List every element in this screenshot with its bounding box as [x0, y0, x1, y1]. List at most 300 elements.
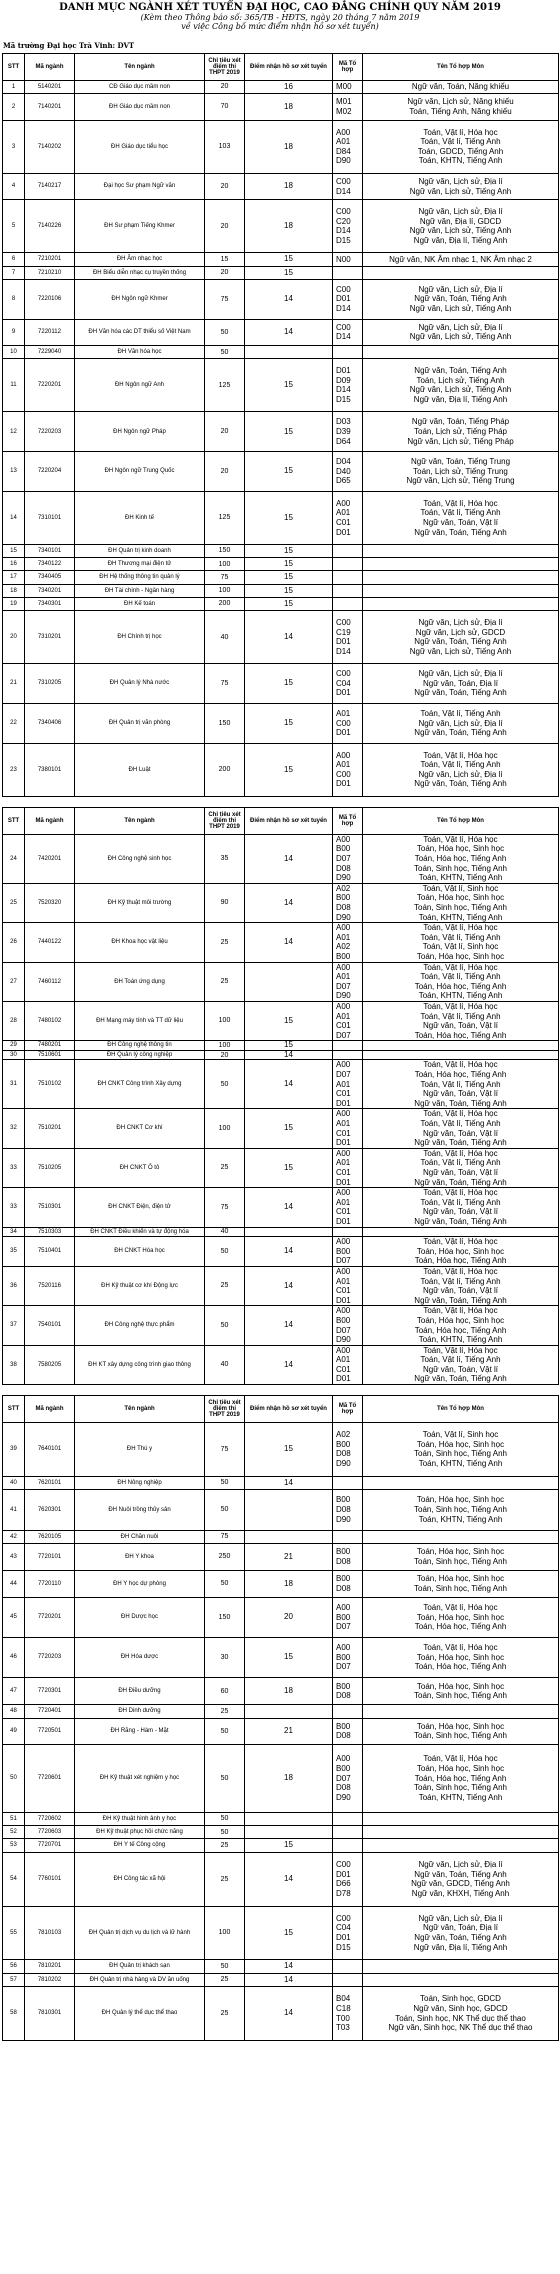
- cell-major-name: ĐH Thú y: [75, 1423, 205, 1477]
- cell-combo-subjects: [363, 1476, 559, 1489]
- combo-subjects: Toán, Sinh học, Tiếng Anh: [414, 1449, 507, 1459]
- combo-code: C00: [336, 769, 351, 779]
- cell-quota: 20: [205, 173, 245, 200]
- column-header-score: Điểm nhận hồ sơ xét tuyển: [245, 807, 333, 834]
- cell-major-code: 7220204: [25, 452, 75, 492]
- cell-stt: 31: [3, 1060, 25, 1109]
- combo-subjects: Toán, KHTN, Tiếng Anh: [418, 1792, 503, 1802]
- table-row: [3, 1266, 559, 1305]
- column-header-code: Mã ngành: [25, 807, 75, 834]
- cell-score: 14: [245, 1237, 333, 1267]
- cell-major-name: ĐH Quản lý Nhà nước: [75, 664, 205, 704]
- cell-quota: 25: [205, 1705, 245, 1718]
- cell-combo-subjects: [363, 266, 559, 279]
- combo-code: A01: [336, 137, 351, 147]
- table-row: [3, 1050, 559, 1060]
- combo-code: B00: [336, 1652, 351, 1662]
- cell-combo-codes: [333, 1839, 363, 1852]
- cell-combo-subjects: [363, 962, 559, 1001]
- cell-stt: 22: [3, 704, 25, 744]
- cell-quota: 100: [205, 1001, 245, 1040]
- column-header-combo-code: Mã Tổ hợp: [333, 1396, 363, 1423]
- combo-subjects: Ngữ văn, Toán, Tiếng Anh: [414, 1216, 507, 1226]
- cell-combo-codes: [333, 571, 363, 584]
- combo-code: A00: [336, 1148, 351, 1158]
- cell-combo-subjects: [363, 1812, 559, 1825]
- combo-code: A00: [336, 1001, 351, 1011]
- combo-subjects: Toán, KHTN, Tiếng Anh: [418, 873, 503, 883]
- combo-subjects: Toán, Vật lí, Tiếng Anh: [420, 932, 501, 942]
- cell-combo-codes: [333, 1987, 363, 2041]
- combo-code: A00: [336, 1602, 351, 1612]
- cell-major-code: 7580205: [25, 1345, 75, 1384]
- table-row: [3, 1345, 559, 1384]
- combo-code: C04: [336, 1923, 351, 1933]
- combo-code: C01: [336, 1021, 351, 1031]
- cell-stt: 13: [3, 452, 25, 492]
- cell-major-code: 7720501: [25, 1718, 75, 1745]
- combo-code: D14: [336, 646, 351, 656]
- combo-code: M02: [336, 107, 352, 116]
- combo-code: C20: [336, 216, 351, 226]
- cell-score: [245, 1490, 333, 1530]
- combo-subjects: Ngữ văn, Toán, Tiếng Anh: [414, 779, 507, 789]
- admission-table: [2, 807, 559, 1385]
- cell-major-code: 7229040: [25, 346, 75, 359]
- combo-subjects: Toán, GDCD, Tiếng Anh: [417, 146, 504, 156]
- column-header-name: Tên ngành: [75, 54, 205, 81]
- cell-combo-subjects: [363, 611, 559, 664]
- cell-combo-codes: [333, 1109, 363, 1148]
- combo-code: B00: [336, 1495, 351, 1505]
- combo-code: C01: [336, 1286, 351, 1296]
- cell-combo-codes: [333, 1266, 363, 1305]
- combo-subjects: Ngữ văn, Lịch sử, Tiếng Anh: [409, 385, 512, 395]
- cell-combo-codes: [333, 1705, 363, 1718]
- cell-score: 14: [245, 1050, 333, 1060]
- cell-major-code: 7340405: [25, 571, 75, 584]
- cell-combo-subjects: [363, 571, 559, 584]
- cell-major-code: 7720603: [25, 1825, 75, 1838]
- cell-major-name: ĐH Khoa học vật liệu: [75, 923, 205, 962]
- combo-code: D14: [336, 186, 351, 196]
- combo-code: D90: [336, 1335, 351, 1345]
- cell-major-code: 7810201: [25, 1960, 75, 1973]
- cell-stt: 35: [3, 1237, 25, 1267]
- cell-major-name: ĐH Chăn nuôi: [75, 1530, 205, 1543]
- combo-subjects: Ngữ văn, Toán, Tiếng Anh: [414, 366, 507, 376]
- combo-code: C00: [336, 176, 351, 186]
- cell-combo-codes: [333, 883, 363, 922]
- combo-code: B04: [336, 1994, 351, 2004]
- combo-code: D07: [336, 1622, 351, 1632]
- cell-combo-codes: [333, 1423, 363, 1477]
- document-subtitle: (Kèm theo Thông báo số: 365/TB - HĐTS, ngày 20 tháng 7 năm 2019: [140, 13, 420, 22]
- cell-major-name: ĐH Dinh dưỡng: [75, 1705, 205, 1718]
- column-header-quota: Chỉ tiêu xét điểm thi THPT 2019: [205, 54, 245, 81]
- cell-major-name: ĐH KT xây dựng công trình giao thông: [75, 1345, 205, 1384]
- combo-subjects: Ngữ văn, Lịch sử, Năng khiếu: [407, 97, 514, 107]
- cell-quota: 50: [205, 1718, 245, 1745]
- cell-stt: 42: [3, 1530, 25, 1543]
- table-row: [3, 412, 559, 452]
- cell-combo-subjects: [363, 1570, 559, 1597]
- cell-stt: 25: [3, 883, 25, 922]
- combo-subjects: Toán, Vật lí, Tiếng Anh: [420, 709, 501, 718]
- cell-quota: 150: [205, 1597, 245, 1637]
- column-header-quota: Chỉ tiêu xét điểm thi THPT 2019: [205, 807, 245, 834]
- cell-combo-codes: [333, 1041, 363, 1051]
- cell-major-code: 7510303: [25, 1227, 75, 1237]
- cell-quota: 90: [205, 883, 245, 922]
- combo-subjects: Toán, Vật lí, Tiếng Anh: [420, 137, 501, 147]
- cell-stt: 47: [3, 1678, 25, 1705]
- cell-combo-codes: [333, 1906, 363, 1960]
- combo-code: C01: [336, 1128, 351, 1138]
- combo-code: D08: [336, 1556, 351, 1566]
- combo-code: A01: [336, 1119, 351, 1129]
- combo-subjects: Ngữ văn, Lịch sử, Tiếng Pháp: [407, 436, 514, 446]
- cell-score: 18: [245, 1745, 333, 1812]
- combo-code: T03: [336, 2023, 350, 2033]
- cell-score: 14: [245, 1345, 333, 1384]
- combo-subjects: Toán, Vật lí, Sinh học: [422, 1430, 499, 1440]
- column-header-name: Tên ngành: [75, 1396, 205, 1423]
- cell-combo-subjects: [363, 1188, 559, 1227]
- cell-stt: 15: [3, 544, 25, 557]
- cell-major-code: 7310205: [25, 664, 75, 704]
- combo-subjects: Ngữ văn, Toán, Tiếng Anh: [414, 637, 507, 647]
- cell-quota: 50: [205, 1306, 245, 1345]
- table-row: [3, 1637, 559, 1677]
- cell-score: 15: [245, 1148, 333, 1187]
- combo-code: C00: [336, 1860, 351, 1869]
- cell-combo-subjects: [363, 1345, 559, 1384]
- cell-combo-subjects: [363, 81, 559, 94]
- combo-code: A01: [336, 1355, 351, 1365]
- table-row: [3, 883, 559, 922]
- cell-major-code: 7480201: [25, 1041, 75, 1051]
- combo-subjects: Toán, Hóa học, Tiếng Anh: [414, 1325, 507, 1335]
- table-row: [3, 611, 559, 664]
- cell-stt: 54: [3, 1852, 25, 1906]
- cell-quota: 125: [205, 359, 245, 412]
- table-row: [3, 597, 559, 610]
- cell-combo-subjects: [363, 200, 559, 253]
- cell-combo-codes: [333, 1188, 363, 1227]
- combo-subjects: Ngữ văn, Địa lí, Tiếng Anh: [413, 235, 508, 245]
- cell-combo-subjects: [363, 597, 559, 610]
- cell-score: 15: [245, 1906, 333, 1960]
- combo-code: A00: [336, 1266, 351, 1276]
- cell-major-name: ĐH Y khoa: [75, 1543, 205, 1570]
- cell-stt: 8: [3, 279, 25, 319]
- cell-stt: 33: [3, 1188, 25, 1227]
- combo-code: A01: [336, 972, 351, 982]
- combo-code: D01: [336, 1932, 351, 1942]
- combo-subjects: Toán, Hóa học, Tiếng Anh: [414, 1070, 507, 1080]
- cell-quota: 50: [205, 1237, 245, 1267]
- cell-quota: 70: [205, 94, 245, 121]
- cell-stt: 16: [3, 558, 25, 571]
- cell-quota: 50: [205, 319, 245, 346]
- combo-subjects: Toán, Sinh học, Tiếng Anh: [414, 1691, 507, 1701]
- combo-subjects: Ngữ văn, Toán, Vật lí: [422, 1364, 499, 1374]
- cell-combo-subjects: [363, 1109, 559, 1148]
- table-row: [3, 1987, 559, 2041]
- combo-code: B00: [336, 1315, 351, 1325]
- cell-major-code: 7620301: [25, 1490, 75, 1530]
- cell-major-name: ĐH Sư phạm Tiếng Khmer: [75, 200, 205, 253]
- cell-score: 18: [245, 1570, 333, 1597]
- combo-code: D07: [336, 1030, 351, 1040]
- table-row: [3, 1543, 559, 1570]
- cell-combo-codes: [333, 1148, 363, 1187]
- table-row: [3, 584, 559, 597]
- table-row: [3, 173, 559, 200]
- combo-subjects: Ngữ văn, Toán, Tiếng Anh: [414, 1932, 507, 1942]
- cell-major-code: 7140226: [25, 200, 75, 253]
- combo-code: C00: [336, 1913, 351, 1923]
- cell-major-code: 7380101: [25, 743, 75, 796]
- combo-subjects: Toán, Sinh học, NK Thể dục thể thao: [395, 2013, 526, 2023]
- combo-subjects: Toán, Hóa học, Sinh học: [416, 1495, 505, 1505]
- combo-code: D01: [336, 527, 351, 537]
- cell-score: 15: [245, 1109, 333, 1148]
- cell-major-code: 7640101: [25, 1423, 75, 1477]
- cell-stt: 29: [3, 1041, 25, 1051]
- cell-major-code: 7510201: [25, 1109, 75, 1148]
- combo-subjects: Ngữ văn, Toán, Tiếng Anh: [414, 688, 507, 698]
- combo-code: D14: [336, 332, 351, 342]
- cell-major-name: ĐH Nuôi trồng thủy sản: [75, 1490, 205, 1530]
- cell-stt: 50: [3, 1745, 25, 1812]
- combo-code: C01: [336, 1089, 351, 1099]
- cell-quota: 25: [205, 1839, 245, 1852]
- cell-stt: 49: [3, 1718, 25, 1745]
- combo-code: D01: [336, 637, 351, 647]
- cell-combo-subjects: [363, 1597, 559, 1637]
- cell-stt: 14: [3, 491, 25, 544]
- cell-score: 15: [245, 558, 333, 571]
- cell-score: [245, 346, 333, 359]
- cell-combo-codes: [333, 923, 363, 962]
- combo-code: D90: [336, 991, 351, 1001]
- cell-major-name: ĐH Luật: [75, 743, 205, 796]
- column-header-quota: Chỉ tiêu xét điểm thi THPT 2019: [205, 1396, 245, 1423]
- combo-subjects: Ngữ văn, Lịch sử, Tiếng Trung: [406, 476, 515, 486]
- table-row: [3, 1237, 559, 1267]
- cell-combo-subjects: [363, 883, 559, 922]
- combo-subjects: Ngữ văn, Lịch sử, Địa lí: [418, 1913, 503, 1923]
- combo-code: D14: [336, 304, 351, 314]
- combo-code: A00: [336, 1237, 351, 1247]
- cell-combo-subjects: [363, 704, 559, 744]
- combo-code: C19: [336, 627, 351, 637]
- combo-subjects: Toán, KHTN, Tiếng Anh: [418, 156, 503, 166]
- combo-subjects: Toán, Vật lí, Hóa học: [423, 1643, 498, 1653]
- cell-quota: 20: [205, 452, 245, 492]
- combo-code: N00: [336, 254, 351, 264]
- combo-subjects: Toán, Hóa học, Sinh học: [416, 1439, 505, 1449]
- admission-table: [2, 53, 559, 797]
- column-header-combo-code: Mã Tổ hợp: [333, 54, 363, 81]
- cell-combo-codes: [333, 704, 363, 744]
- cell-stt: 24: [3, 834, 25, 883]
- cell-score: [245, 1530, 333, 1543]
- cell-combo-codes: [333, 1530, 363, 1543]
- table-row: [3, 359, 559, 412]
- cell-combo-subjects: [363, 1960, 559, 1973]
- cell-quota: 100: [205, 1041, 245, 1051]
- cell-major-code: 7210201: [25, 253, 75, 266]
- cell-quota: 75: [205, 664, 245, 704]
- cell-combo-codes: [333, 1060, 363, 1109]
- combo-code: D90: [336, 1792, 351, 1802]
- cell-major-name: ĐH Ngôn ngữ Khmer: [75, 279, 205, 319]
- combo-subjects: Toán, Vật lí, Hóa học: [423, 923, 498, 933]
- cell-combo-subjects: [363, 584, 559, 597]
- combo-subjects: Ngữ văn, Lịch sử, Tiếng Anh: [409, 226, 512, 236]
- cell-major-code: 7210210: [25, 266, 75, 279]
- combo-code: D84: [336, 146, 351, 156]
- combo-code: B00: [336, 1612, 351, 1622]
- combo-code: C01: [336, 1168, 351, 1177]
- combo-code: B00: [336, 1681, 351, 1691]
- combo-code: A00: [336, 1109, 351, 1119]
- cell-stt: 17: [3, 571, 25, 584]
- document-header: [0, 0, 560, 31]
- cell-score: 18: [245, 94, 333, 121]
- combo-subjects: Toán, Vật lí, Hóa học: [423, 1060, 498, 1070]
- table-row: [3, 1570, 559, 1597]
- combo-subjects: Toán, Hóa học, Tiếng Anh: [414, 854, 507, 863]
- document-subtitle-2: về việc Công bố mức điểm nhận hồ sơ xét tuyển): [181, 22, 379, 31]
- combo-code: C04: [336, 678, 351, 688]
- combo-code: D40: [336, 466, 351, 476]
- combo-subjects: Toán, KHTN, Tiếng Anh: [418, 1514, 503, 1524]
- combo-subjects: Ngữ văn, Toán, Tiếng Pháp: [411, 417, 510, 427]
- table-row: [3, 1839, 559, 1852]
- combo-code: A02: [336, 883, 351, 893]
- column-header-stt: STT: [3, 807, 25, 834]
- cell-combo-codes: [333, 359, 363, 412]
- combo-subjects: Ngữ văn, Toán, Tiếng Anh: [414, 1138, 507, 1148]
- table-separator: [0, 1385, 560, 1395]
- combo-subjects: Toán, Vật lí, Hóa học: [423, 1188, 498, 1198]
- cell-quota: 100: [205, 558, 245, 571]
- cell-combo-subjects: [363, 253, 559, 266]
- combo-code: B00: [336, 1246, 351, 1256]
- combo-subjects: Ngữ văn, Toán, Tiếng Anh: [414, 728, 507, 738]
- cell-stt: 51: [3, 1812, 25, 1825]
- combo-subjects: Ngữ văn, Lịch sử, Địa lí: [418, 176, 503, 186]
- cell-score: 14: [245, 923, 333, 962]
- cell-quota: 40: [205, 1227, 245, 1237]
- combo-subjects: Toán, Vật lí, Tiếng Anh: [420, 1119, 501, 1129]
- cell-stt: 9: [3, 319, 25, 346]
- cell-quota: 25: [205, 1148, 245, 1187]
- combo-subjects: Toán, KHTN, Tiếng Anh: [418, 991, 503, 1001]
- table-row: [3, 1812, 559, 1825]
- combo-subjects: Ngữ văn, Toán, Tiếng Anh: [414, 294, 507, 304]
- cell-quota: 75: [205, 1188, 245, 1227]
- cell-combo-codes: [333, 1678, 363, 1705]
- table-row: [3, 1678, 559, 1705]
- cell-major-code: 7620101: [25, 1476, 75, 1489]
- combo-subjects: Toán, Sinh học, Tiếng Anh: [414, 863, 507, 873]
- combo-code: D66: [336, 1879, 351, 1889]
- cell-score: 15: [245, 597, 333, 610]
- cell-major-code: 7340122: [25, 558, 75, 571]
- cell-stt: 46: [3, 1637, 25, 1677]
- combo-subjects: Toán, Vật lí, Tiếng Anh: [420, 1079, 501, 1089]
- cell-combo-codes: [333, 1973, 363, 1986]
- cell-quota: 200: [205, 597, 245, 610]
- cell-combo-subjects: [363, 1678, 559, 1705]
- cell-stt: 1: [3, 81, 25, 94]
- cell-major-code: 7620105: [25, 1530, 75, 1543]
- cell-major-name: ĐH Giáo dục mầm non: [75, 94, 205, 121]
- table-row: [3, 319, 559, 346]
- cell-score: 15: [245, 704, 333, 744]
- combo-code: D90: [336, 1459, 351, 1469]
- cell-major-name: ĐH Kinh tế: [75, 491, 205, 544]
- table-row: [3, 1227, 559, 1237]
- table-row: [3, 1306, 559, 1345]
- combo-code: A01: [336, 1079, 351, 1089]
- combo-subjects: Toán, Hóa học, Sinh học: [416, 1681, 505, 1691]
- cell-combo-codes: [333, 1597, 363, 1637]
- table-row: [3, 452, 559, 492]
- combo-code: D01: [336, 779, 351, 789]
- combo-code: D07: [336, 1256, 351, 1266]
- combo-subjects: Toán, Vật lí, Hóa học: [423, 1001, 498, 1011]
- cell-combo-codes: [333, 491, 363, 544]
- cell-stt: 12: [3, 412, 25, 452]
- cell-major-code: 7720301: [25, 1678, 75, 1705]
- cell-major-name: ĐH Hóa dược: [75, 1637, 205, 1677]
- combo-subjects: Toán, Hóa học, Sinh học: [416, 1612, 505, 1622]
- cell-combo-codes: [333, 558, 363, 571]
- cell-major-code: 7340301: [25, 597, 75, 610]
- cell-quota: 150: [205, 544, 245, 557]
- combo-code: C01: [336, 517, 351, 527]
- combo-subjects: Toán, Hóa học, Sinh học: [416, 1574, 505, 1584]
- combo-subjects: Toán, Hóa học, Sinh học: [416, 1547, 505, 1557]
- combo-code: D01: [336, 366, 351, 376]
- combo-subjects: Toán, Vật lí, Hóa học: [423, 1148, 498, 1158]
- cell-score: 15: [245, 664, 333, 704]
- cell-score: 18: [245, 120, 333, 173]
- cell-stt: 57: [3, 1973, 25, 1986]
- cell-major-name: ĐH CNKT Ô tô: [75, 1148, 205, 1187]
- cell-stt: 27: [3, 962, 25, 1001]
- table-row: [3, 1423, 559, 1477]
- cell-score: [245, 1825, 333, 1838]
- cell-stt: 34: [3, 1227, 25, 1237]
- cell-combo-subjects: [363, 1530, 559, 1543]
- cell-major-name: ĐH Kỹ thuật môi trường: [75, 883, 205, 922]
- combo-code: B00: [336, 951, 351, 961]
- table-row: [3, 94, 559, 121]
- cell-combo-subjects: [363, 346, 559, 359]
- cell-combo-subjects: [363, 1906, 559, 1960]
- cell-score: 16: [245, 81, 333, 94]
- cell-stt: 28: [3, 1001, 25, 1040]
- cell-major-code: 7720602: [25, 1812, 75, 1825]
- combo-subjects: Ngữ văn, Toán, Tiếng Trung: [410, 457, 511, 467]
